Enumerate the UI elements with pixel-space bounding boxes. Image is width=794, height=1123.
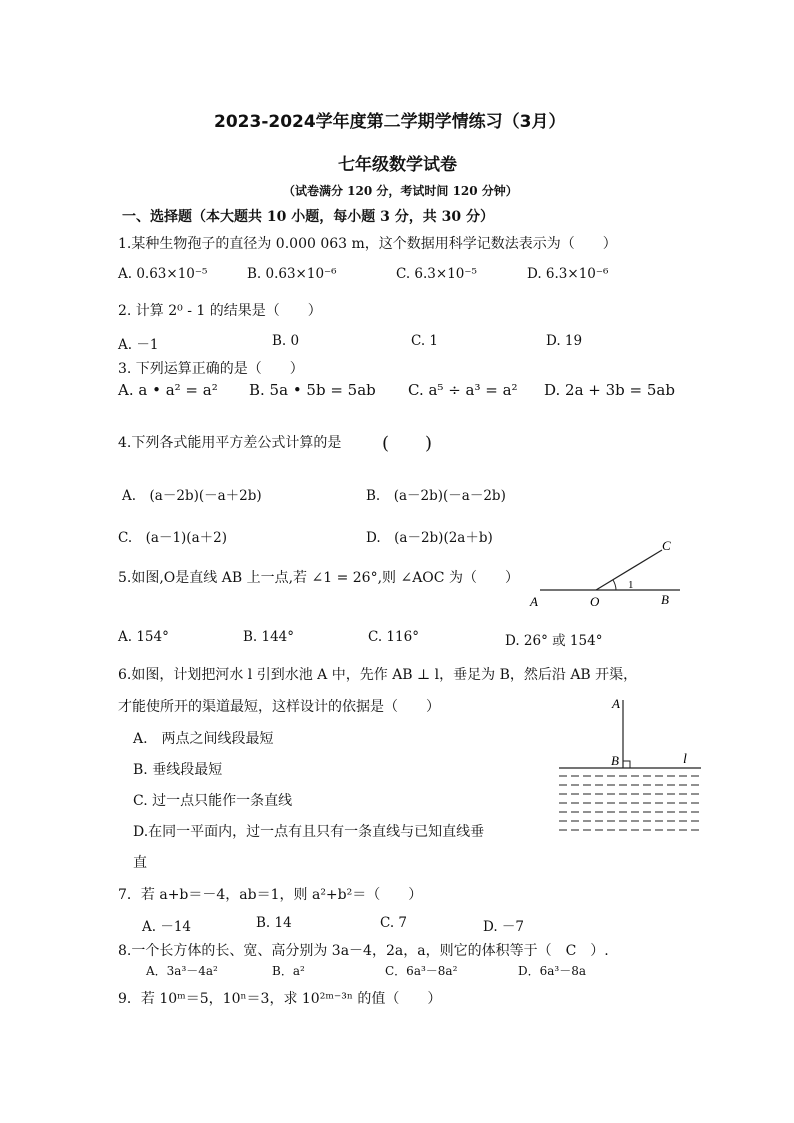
label-b: B bbox=[661, 592, 669, 607]
q6-option-d-continued: 直 bbox=[133, 855, 147, 871]
q6-stem-line1: 6.如图，计划把河水 l 引到水池 A 中，先作 AB ⊥ l，垂足为 B，然后沿 AB 开渠， bbox=[118, 667, 638, 683]
q9-stem: 9．若 10ᵐ＝5，10ⁿ＝3，求 10²ᵐ⁻³ⁿ 的值（ ） bbox=[118, 991, 442, 1007]
q7-option-a: A. －14 bbox=[142, 919, 192, 935]
section-heading: 一、选择题（本大题共 10 小题，每小题 3 分，共 30 分） bbox=[122, 209, 494, 225]
q2-option-b: B. 0 bbox=[272, 333, 300, 349]
q6-option-b: B. 垂线段最短 bbox=[133, 762, 223, 778]
q7-option-c: C. 7 bbox=[380, 915, 408, 931]
exam-note: （试卷满分 120 分，考试时间 120 分钟） bbox=[283, 184, 518, 198]
q4-option-c: C. (a－1)(a＋2) bbox=[118, 530, 227, 546]
q8-stem: 8.一个长方体的长、宽、高分别为 3a－4，2a，a，则它的体积等于（ C ）. bbox=[118, 943, 609, 959]
q6-stem-line2: 才能使所开的渠道最短，这样设计的依据是（ ） bbox=[118, 699, 440, 715]
q3-option-d: D. 2a + 3b = 5ab bbox=[544, 381, 675, 399]
q7-option-d: D. －7 bbox=[483, 919, 525, 935]
label-o: O bbox=[590, 594, 600, 609]
river-water bbox=[559, 776, 701, 830]
label-angle-1: 1 bbox=[628, 579, 634, 591]
q5-figure-angle bbox=[520, 536, 690, 611]
label-a: A bbox=[530, 594, 538, 609]
q5-option-d: D. 26° 或 154° bbox=[505, 633, 603, 649]
q8-option-d: D．6a³－8a bbox=[518, 964, 587, 978]
q1-stem: 1.某种生物孢子的直径为 0.000 063 m，这个数据用科学记数法表示为（ ） bbox=[118, 236, 617, 252]
q2-option-d: D. 19 bbox=[546, 333, 583, 349]
label-c: C bbox=[662, 538, 671, 553]
q1-option-d: D. 6.3×10⁻⁶ bbox=[527, 266, 609, 282]
q6-option-d: D.在同一平面内，过一点有且只有一条直线与已知直线垂 bbox=[133, 824, 485, 840]
label-b: B bbox=[611, 753, 619, 768]
q3-option-a: A. a • a² = a² bbox=[118, 381, 218, 399]
q1-option-a: A. 0.63×10⁻⁵ bbox=[118, 266, 208, 282]
q2-option-a: A. －1 bbox=[118, 337, 159, 353]
q6-option-c: C. 过一点只能作一条直线 bbox=[133, 793, 293, 809]
q1-option-c: C. 6.3×10⁻⁵ bbox=[396, 266, 477, 282]
q6-figure-river bbox=[555, 690, 705, 840]
q4-option-a: A. (a－2b)(－a＋2b) bbox=[122, 488, 262, 504]
right-angle-mark bbox=[623, 761, 630, 768]
q5-option-a: A. 154° bbox=[118, 629, 169, 645]
q8-option-b: B．a² bbox=[272, 964, 305, 978]
page-subtitle: 七年级数学试卷 bbox=[338, 155, 457, 175]
q4-option-b: B. (a－2b)(－a－2b) bbox=[366, 488, 506, 504]
q3-option-b: B. 5a • 5b = 5ab bbox=[249, 381, 376, 399]
q4-option-d: D. (a－2b)(2a＋b) bbox=[366, 530, 493, 546]
label-a: A bbox=[612, 696, 620, 711]
q7-option-b: B. 14 bbox=[256, 915, 292, 931]
q3-option-c: C. a⁵ ÷ a³ = a² bbox=[408, 381, 518, 399]
q3-stem: 3. 下列运算正确的是（ ） bbox=[118, 361, 304, 377]
q6-option-a: A. 两点之间线段最短 bbox=[133, 731, 274, 747]
q4-answer-bracket: ( ) bbox=[382, 433, 433, 454]
q2-option-c: C. 1 bbox=[411, 333, 439, 349]
angle-arc bbox=[613, 580, 616, 590]
q5-option-b: B. 144° bbox=[243, 629, 295, 645]
page-title: 2023-2024学年度第二学期学情练习（3月） bbox=[214, 112, 566, 132]
q7-stem: 7．若 a+b＝－4，ab＝1，则 a²+b²＝（ ） bbox=[118, 887, 423, 903]
q5-option-c: C. 116° bbox=[368, 629, 419, 645]
q8-option-a: A．3a³－4a² bbox=[146, 964, 218, 978]
q8-option-c: C．6a³－8a² bbox=[385, 964, 458, 978]
q2-stem: 2. 计算 2⁰ - 1 的结果是（ ） bbox=[118, 303, 322, 319]
q4-stem: 4.下列各式能用平方差公式计算的是 bbox=[118, 435, 342, 451]
label-l: l bbox=[683, 752, 687, 767]
q5-stem: 5.如图,O是直线 AB 上一点,若 ∠1 = 26°,则 ∠AOC 为（ ） bbox=[118, 570, 519, 586]
q1-option-b: B. 0.63×10⁻⁶ bbox=[247, 266, 337, 282]
